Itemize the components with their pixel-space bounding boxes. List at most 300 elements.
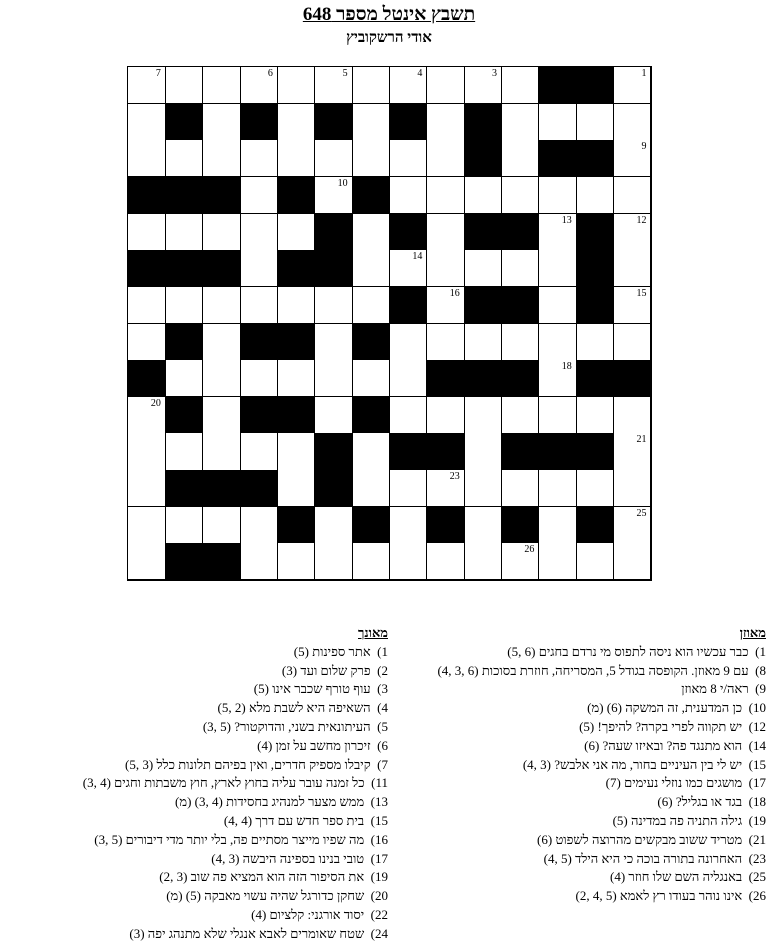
black-cell	[203, 470, 241, 507]
grid-cell[interactable]	[390, 360, 428, 397]
grid-cell[interactable]	[240, 287, 278, 324]
black-cell	[576, 67, 614, 104]
grid-cell[interactable]	[464, 507, 502, 544]
clue-number: 7)	[377, 756, 388, 772]
black-cell	[240, 324, 278, 361]
black-cell	[128, 250, 166, 287]
black-cell	[464, 214, 502, 251]
clue-number: 7	[155, 68, 161, 79]
clue-number: 4)	[377, 700, 388, 716]
clue-text: אינו נוהר בעודו רץ לאמא (5 ,4 ,2)	[575, 888, 743, 904]
grid-cell[interactable]	[277, 470, 315, 507]
clue-number: 17)	[370, 850, 388, 866]
clue-number: 6	[267, 68, 273, 79]
grid-cell[interactable]	[427, 543, 465, 580]
black-cell	[576, 287, 614, 324]
grid-cell[interactable]	[315, 287, 353, 324]
clue-number: 16)	[370, 831, 388, 847]
grid-cell[interactable]	[352, 140, 390, 177]
black-cell	[539, 433, 577, 470]
clue-number: 4	[417, 68, 423, 79]
grid-cell[interactable]	[128, 104, 166, 141]
black-cell	[614, 360, 652, 397]
grid-cell[interactable]	[128, 324, 166, 361]
down-clue	[8, 850, 388, 869]
clue-number: 15)	[370, 812, 388, 828]
across-clue	[386, 756, 766, 775]
black-cell	[464, 287, 502, 324]
grid-cell[interactable]	[427, 177, 465, 214]
grid-cell[interactable]	[464, 470, 502, 507]
down-clue-list	[8, 643, 388, 944]
grid-cell[interactable]	[352, 67, 390, 104]
grid-cell[interactable]	[614, 140, 652, 177]
grid-cell[interactable]	[128, 140, 166, 177]
down-clue	[8, 812, 388, 831]
black-cell	[203, 543, 241, 580]
clue-text: השאיפה היא לשבת מלא (2 ,5)	[217, 700, 371, 716]
clue-number: 18)	[748, 794, 766, 810]
grid-cell[interactable]	[427, 250, 465, 287]
grid-cell[interactable]	[427, 287, 465, 324]
black-cell	[390, 433, 428, 470]
grid-cell[interactable]	[165, 287, 203, 324]
grid-cell[interactable]	[128, 287, 166, 324]
grid-cell[interactable]	[203, 214, 241, 251]
down-clue	[8, 680, 388, 699]
clue-text: טובי בנינו בספינה היבשה (3 ,4)	[211, 850, 365, 866]
grid-cell[interactable]	[464, 177, 502, 214]
black-cell	[315, 250, 353, 287]
clue-number: 20)	[370, 888, 388, 904]
clue-text: קיבלו מספיק חדרים, ואין בפיהם תלונות כלל (3 ,5)	[125, 756, 371, 772]
grid-cell[interactable]	[464, 397, 502, 434]
grid-cell[interactable]	[277, 67, 315, 104]
grid-cell[interactable]	[165, 214, 203, 251]
grid-cell[interactable]	[315, 67, 353, 104]
clue-number: 17)	[748, 775, 766, 791]
grid-cell[interactable]	[390, 543, 428, 580]
black-cell	[390, 287, 428, 324]
grid-cell[interactable]	[390, 507, 428, 544]
grid-cell[interactable]	[240, 67, 278, 104]
clue-number: 12)	[748, 718, 766, 734]
black-cell	[277, 324, 315, 361]
black-cell	[315, 470, 353, 507]
black-cell	[427, 360, 465, 397]
clue-text: יש לי בין העיניים בחור, מה אני אלבש? (3 ,4)	[522, 756, 743, 772]
grid-cell[interactable]	[277, 433, 315, 470]
grid-cell[interactable]	[614, 214, 652, 251]
clue-number: 3)	[377, 681, 388, 697]
clue-text: בית ספר חדש עם דרך (4 ,4)	[223, 812, 365, 828]
clue-number: 13	[561, 214, 572, 226]
clue-number: 9)	[755, 681, 766, 697]
grid-cell[interactable]	[277, 543, 315, 580]
clue-number: 24	[225, 471, 236, 483]
crossword-grid	[127, 66, 652, 581]
clue-number: 11)	[371, 775, 388, 791]
clue-number: 21)	[748, 831, 766, 847]
black-cell	[277, 177, 315, 214]
grid-cell[interactable]	[427, 470, 465, 507]
grid-cell[interactable]	[502, 177, 540, 214]
grid-cell[interactable]	[576, 104, 614, 141]
down-clue	[8, 774, 388, 793]
grid-cell[interactable]	[502, 250, 540, 287]
black-cell	[165, 104, 203, 141]
clue-number: 22)	[370, 906, 388, 922]
grid-cell[interactable]	[240, 433, 278, 470]
black-cell	[352, 507, 390, 544]
grid-cell[interactable]	[427, 67, 465, 104]
clue-number: 14)	[748, 737, 766, 753]
grid-cell[interactable]	[240, 507, 278, 544]
grid-cell[interactable]	[165, 507, 203, 544]
grid-cell[interactable]	[203, 287, 241, 324]
clue-text: שחקן כדורגל שהיה עשוי מאבקה (5) (מ)	[166, 888, 365, 904]
grid-cell[interactable]	[352, 287, 390, 324]
black-cell	[165, 397, 203, 434]
down-clue	[8, 831, 388, 850]
grid-cell[interactable]	[427, 324, 465, 361]
grid-cell[interactable]	[240, 360, 278, 397]
grid-cell[interactable]	[576, 177, 614, 214]
grid-cell[interactable]	[352, 360, 390, 397]
clue-text: הוא מתנגד פה? ובאיזו שעה? (6)	[584, 737, 743, 753]
grid-cell[interactable]	[390, 324, 428, 361]
grid-cell[interactable]	[390, 177, 428, 214]
grid-cell[interactable]	[128, 433, 166, 470]
down-clue	[8, 643, 388, 662]
grid-cell[interactable]	[427, 397, 465, 434]
black-cell	[502, 287, 540, 324]
clue-number: 16	[449, 287, 460, 299]
across-clue	[386, 718, 766, 737]
grid-cell[interactable]	[576, 543, 614, 580]
black-cell	[464, 140, 502, 177]
grid-cell[interactable]	[390, 250, 428, 287]
grid-cell[interactable]	[128, 543, 166, 580]
black-cell	[539, 67, 577, 104]
grid-cell[interactable]	[539, 470, 577, 507]
grid-cell[interactable]	[390, 397, 428, 434]
clue-text: פרק שלום ועד (3)	[281, 662, 371, 678]
grid-cell[interactable]	[427, 214, 465, 251]
grid-cell[interactable]	[352, 433, 390, 470]
black-cell	[390, 104, 428, 141]
down-clue	[8, 718, 388, 737]
grid-cell[interactable]	[315, 177, 353, 214]
across-clue	[386, 831, 766, 850]
grid-cell[interactable]	[502, 67, 540, 104]
grid-cell[interactable]	[128, 470, 166, 507]
down-clue	[8, 868, 388, 887]
grid-cell[interactable]	[277, 214, 315, 251]
across-heading: מאוזן	[739, 625, 766, 640]
clue-number: 5	[342, 68, 348, 79]
black-cell	[277, 397, 315, 434]
grid-cell[interactable]	[502, 470, 540, 507]
clue-text: כבר עכשיו הוא ניסה לתפוס מי נרדם בחגים (6 ,5)	[507, 643, 749, 659]
grid-cell[interactable]	[203, 140, 241, 177]
grid-cell[interactable]	[427, 104, 465, 141]
grid-cell[interactable]	[352, 104, 390, 141]
down-clue	[8, 699, 388, 718]
black-cell	[240, 397, 278, 434]
across-clue	[386, 699, 766, 718]
grid-cell[interactable]	[539, 397, 577, 434]
grid-cell[interactable]	[315, 324, 353, 361]
clue-text: באנגליה השם שלו חוזר (4)	[609, 869, 743, 885]
black-cell	[576, 214, 614, 251]
black-cell	[502, 214, 540, 251]
grid-cell[interactable]	[539, 507, 577, 544]
grid-cell[interactable]	[539, 104, 577, 141]
black-cell	[502, 433, 540, 470]
black-cell	[277, 250, 315, 287]
clue-number: 13)	[370, 794, 388, 810]
grid-cell[interactable]	[203, 360, 241, 397]
grid-cell[interactable]	[614, 104, 652, 141]
grid-cell[interactable]	[352, 543, 390, 580]
black-cell	[502, 360, 540, 397]
clue-number: 8)	[755, 662, 766, 678]
grid-cell[interactable]	[165, 360, 203, 397]
grid-cell[interactable]	[464, 250, 502, 287]
black-cell	[427, 433, 465, 470]
grid-cell[interactable]	[502, 397, 540, 434]
grid-cell[interactable]	[390, 67, 428, 104]
clue-text: זיכרון מחשב על זמן (4)	[257, 737, 371, 753]
across-clue	[386, 643, 766, 662]
clue-text: יסוד אורגני: קלציום (4)	[251, 906, 365, 922]
black-cell	[576, 360, 614, 397]
grid-cell[interactable]	[614, 287, 652, 324]
black-cell	[464, 104, 502, 141]
grid-cell[interactable]	[277, 360, 315, 397]
black-cell	[352, 324, 390, 361]
black-cell	[502, 507, 540, 544]
black-cell	[352, 177, 390, 214]
grid-cell[interactable]	[165, 140, 203, 177]
clue-text: שטח שאומרים לאבא אנגלי שלא מתנהג יפה (3)	[129, 925, 365, 941]
grid-cell[interactable]	[277, 104, 315, 141]
clue-text: עוף טורף שכבר אינו (5)	[253, 681, 371, 697]
black-cell	[576, 140, 614, 177]
grid-cell[interactable]	[128, 507, 166, 544]
black-cell	[165, 177, 203, 214]
across-clue	[386, 887, 766, 906]
grid-cell[interactable]	[614, 507, 652, 544]
grid-cell[interactable]	[576, 470, 614, 507]
grid-cell[interactable]	[539, 324, 577, 361]
clue-number: 25	[636, 507, 647, 519]
clue-number: 23)	[748, 850, 766, 866]
across-clue	[386, 774, 766, 793]
clue-text: אתר ספינות (5)	[293, 643, 371, 659]
grid-cell[interactable]	[315, 507, 353, 544]
clue-number: 19	[300, 397, 311, 409]
clue-text: עם 9 מאוזן. הקופסה בגודל 5, המסריחה, חוזרת בסוכות (6 ,3 ,4)	[437, 662, 749, 678]
grid-cell[interactable]	[240, 140, 278, 177]
grid-cell[interactable]	[390, 470, 428, 507]
clue-number: 2	[566, 68, 572, 79]
black-cell	[390, 214, 428, 251]
black-cell	[576, 250, 614, 287]
clue-text: יש תקווה לפרי בקרה? להיפך! (5)	[579, 718, 743, 734]
grid-cell[interactable]	[203, 433, 241, 470]
clue-number: 15)	[748, 756, 766, 772]
grid-cell[interactable]	[502, 324, 540, 361]
black-cell	[277, 507, 315, 544]
across-clue	[386, 680, 766, 699]
grid-cell[interactable]	[464, 433, 502, 470]
clue-text: מושגים כמו נוזלי נעימים (7)	[605, 775, 743, 791]
grid-cell[interactable]	[352, 214, 390, 251]
grid-cell[interactable]	[128, 214, 166, 251]
grid-cell[interactable]	[128, 397, 166, 434]
black-cell	[427, 507, 465, 544]
grid-cell[interactable]	[614, 397, 652, 434]
clue-number: 12	[636, 214, 647, 226]
clue-number: 10)	[748, 700, 766, 716]
grid-cell[interactable]	[464, 543, 502, 580]
grid-cell[interactable]	[240, 250, 278, 287]
grid-cell[interactable]	[464, 67, 502, 104]
clue-number: 15	[636, 287, 647, 299]
clue-text: כן המדענית, זה המשקה (6) (מ)	[587, 700, 743, 716]
black-cell	[352, 397, 390, 434]
grid-cell[interactable]	[390, 140, 428, 177]
grid-cell[interactable]	[614, 470, 652, 507]
grid-cell[interactable]	[315, 397, 353, 434]
clue-text: האחרונה בתורה בוכה כי היא הילד (5 ,4)	[543, 850, 743, 866]
down-clue	[8, 737, 388, 756]
clue-text: מה שפיו מייצר מסתיים פה, בלי יותר מדי דיבורים (5 ,3)	[94, 831, 365, 847]
black-cell	[128, 360, 166, 397]
black-cell	[165, 470, 203, 507]
clue-number: 17	[374, 324, 385, 336]
clue-number: 23	[449, 471, 460, 483]
grid-cell[interactable]	[614, 543, 652, 580]
clue-text: ראה/י 8 מאוזן	[681, 681, 749, 697]
grid-cell[interactable]	[240, 543, 278, 580]
grid-cell[interactable]	[165, 433, 203, 470]
clue-text: מטריד ששוב מבקשים מהרוצה לשפוט (6)	[537, 831, 743, 847]
clue-number: 11	[225, 177, 236, 189]
clue-text: בגד או בגליל? (6)	[657, 794, 743, 810]
grid-cell[interactable]	[277, 140, 315, 177]
grid-cell[interactable]	[502, 140, 540, 177]
black-cell	[165, 250, 203, 287]
black-cell	[315, 214, 353, 251]
grid-cell[interactable]	[203, 397, 241, 434]
grid-cell[interactable]	[614, 324, 652, 361]
grid-cell[interactable]	[539, 360, 577, 397]
across-clue-list	[386, 643, 766, 906]
black-cell	[240, 104, 278, 141]
clue-number: 24)	[370, 925, 388, 941]
grid-cell[interactable]	[614, 433, 652, 470]
black-cell	[315, 104, 353, 141]
clue-number: 10	[337, 177, 348, 189]
across-clue	[386, 868, 766, 887]
grid-cell[interactable]	[277, 287, 315, 324]
grid-cell[interactable]	[203, 67, 241, 104]
clue-number: 1	[641, 68, 647, 79]
clue-number: 20	[150, 397, 161, 409]
grid-cell[interactable]	[203, 507, 241, 544]
clue-text: ממש מצער למנהיג בחסידות (4 ,3) (מ)	[175, 794, 365, 810]
clue-number: 22	[524, 434, 535, 446]
clue-number: 5)	[377, 718, 388, 734]
grid-cell[interactable]	[203, 324, 241, 361]
black-cell	[315, 433, 353, 470]
grid-cell[interactable]	[203, 104, 241, 141]
grid-cell[interactable]	[128, 67, 166, 104]
grid-cell[interactable]	[502, 104, 540, 141]
grid-cell[interactable]	[315, 140, 353, 177]
clue-text: כל זמנה עובר עליה בחוץ לארץ, חוץ משבתות וחגים (4 ,3)	[82, 775, 365, 791]
black-cell	[240, 470, 278, 507]
grid-cell[interactable]	[539, 177, 577, 214]
grid-cell[interactable]	[427, 140, 465, 177]
grid-cell[interactable]	[539, 543, 577, 580]
grid-cell[interactable]	[576, 324, 614, 361]
grid-cell[interactable]	[539, 214, 577, 251]
grid-cell[interactable]	[315, 360, 353, 397]
grid-cell[interactable]	[352, 470, 390, 507]
black-cell	[128, 177, 166, 214]
black-cell	[576, 507, 614, 544]
clue-number: 3	[492, 68, 498, 79]
clue-number: 25)	[748, 869, 766, 885]
down-clues	[8, 624, 388, 944]
grid-cell[interactable]	[614, 250, 652, 287]
clue-number: 21	[636, 434, 647, 446]
black-cell	[165, 324, 203, 361]
grid-cell[interactable]	[464, 324, 502, 361]
clue-text: את הסיפור הזה הוא המציא פה שוב (3 ,2)	[159, 869, 365, 885]
down-clue	[8, 793, 388, 812]
down-clue	[8, 756, 388, 775]
down-clue	[8, 887, 388, 906]
grid-cell[interactable]	[240, 214, 278, 251]
grid-cell[interactable]	[502, 543, 540, 580]
across-clue	[386, 662, 766, 681]
clue-number: 2)	[377, 662, 388, 678]
clue-number: 26)	[748, 888, 766, 904]
across-clue	[386, 812, 766, 831]
grid-cell[interactable]	[539, 287, 577, 324]
grid-cell[interactable]	[240, 177, 278, 214]
grid-cell[interactable]	[614, 177, 652, 214]
grid-cell[interactable]	[614, 67, 652, 104]
grid-cell[interactable]	[315, 543, 353, 580]
down-clue	[8, 662, 388, 681]
grid-cell[interactable]	[576, 397, 614, 434]
across-clues	[386, 624, 766, 906]
black-cell	[203, 250, 241, 287]
across-clue	[386, 793, 766, 812]
grid-cell[interactable]	[165, 67, 203, 104]
clue-number: 9	[641, 141, 647, 153]
grid-cell[interactable]	[539, 250, 577, 287]
grid-cell[interactable]	[352, 250, 390, 287]
clue-number: 14	[412, 251, 423, 263]
black-cell	[464, 360, 502, 397]
